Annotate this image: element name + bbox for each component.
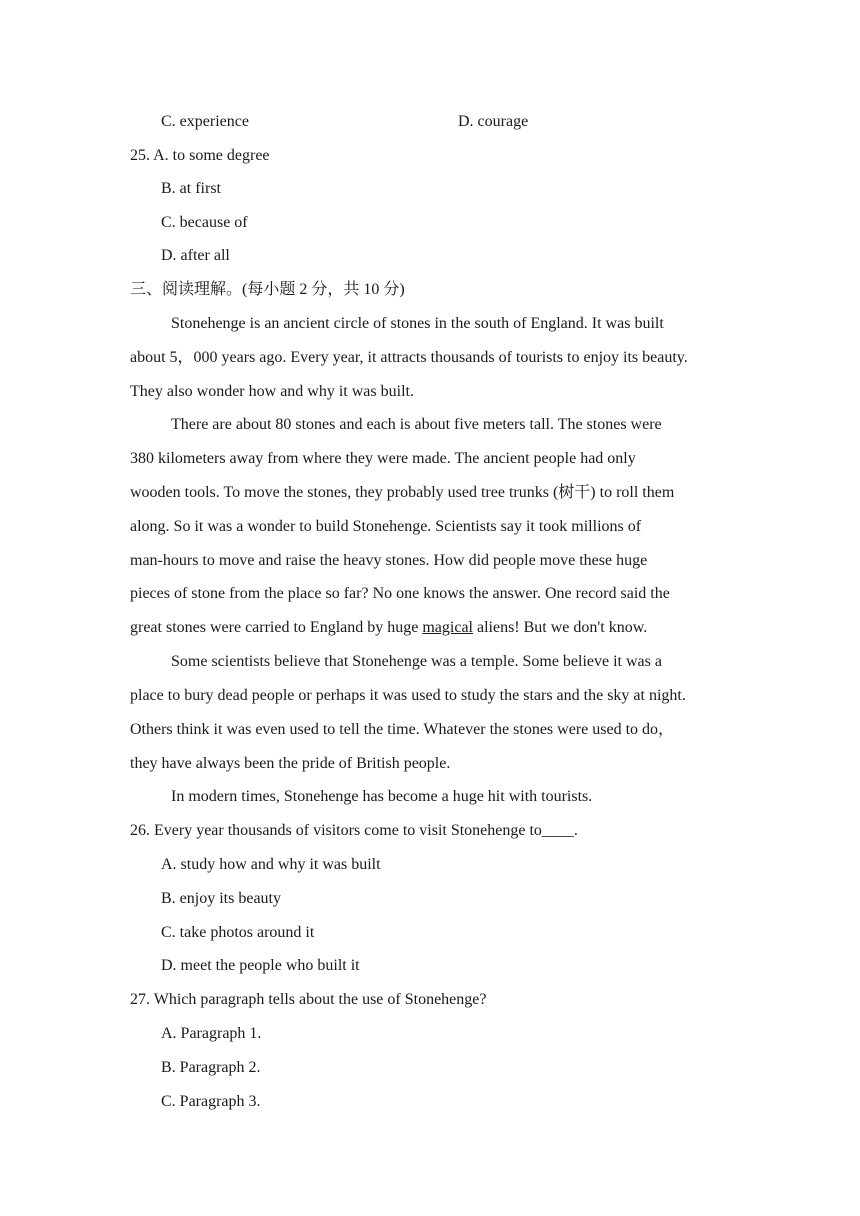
passage-p2-line3: wooden tools. To move the stones, they probably used tree trunks (树干) to roll them [130,484,675,501]
passage-p2-line4: along. So it was a wonder to build Stonehenge. Scientists say it took millions of [130,518,642,535]
section-heading: 三、阅读理解。(每小题 2 分，共 10 分) [130,281,405,298]
passage-p2-line7-end: aliens! But we don't know. [472,619,648,636]
q26-option-b: B. enjoy its beauty [161,890,281,907]
passage-p2-line7-start: great stones were carried to England by huge [130,619,423,636]
q24-option-d: D. courage [458,113,529,130]
q27-option-a: A. Paragraph 1. [161,1025,262,1042]
q25-option-d: D. after all [161,247,230,264]
underlined-word-magical: magical [422,619,473,636]
q24-option-c: C. experience [161,113,249,130]
passage-p2-line6: pieces of stone from the place so far? No one knows the answer. One record said the [130,585,670,602]
passage-p2-line2: 380 kilometers away from where they were made. The ancient people had only [130,450,636,467]
passage-p3-line4: they have always been the pride of British people. [130,755,451,772]
q25-option-b: B. at first [161,180,221,197]
passage-p2-line5: man-hours to move and raise the heavy stones. How did people move these huge [130,552,648,569]
passage-p2-line1: There are about 80 stones and each is about five meters tall. The stones were [171,416,662,433]
passage-p1-line2: about 5，000 years ago. Every year, it attracts thousands of tourists to enjoy its beauty. [130,349,688,366]
q26-option-c: C. take photos around it [161,924,315,941]
passage-p3-line2: place to bury dead people or perhaps it was used to study the stars and the sky at night. [130,687,686,704]
q26-stem: 26. Every year thousands of visitors come to visit Stonehenge to____. [130,822,578,839]
passage-p3-line1: Some scientists believe that Stonehenge was a temple. Some believe it was a [171,653,662,670]
q25-option-c: C. because of [161,214,248,231]
q26-option-a: A. study how and why it was built [161,856,381,873]
q25-stem: 25. A. to some degree [130,147,270,164]
passage-p1-line3: They also wonder how and why it was built. [130,383,414,400]
passage-p3-line3: Others think it was even used to tell the time. Whatever the stones were used to do， [130,721,675,738]
passage-p2-line7 [130,618,647,638]
passage-p4-line1: In modern times, Stonehenge has become a huge hit with tourists. [171,788,593,805]
q27-option-c: C. Paragraph 3. [161,1093,261,1110]
q27-option-b: B. Paragraph 2. [161,1059,261,1076]
q27-stem: 27. Which paragraph tells about the use of Stonehenge? [130,991,487,1008]
passage-p1-line1: Stonehenge is an ancient circle of stones in the south of England. It was built [171,315,664,332]
q26-option-d: D. meet the people who built it [161,957,360,974]
